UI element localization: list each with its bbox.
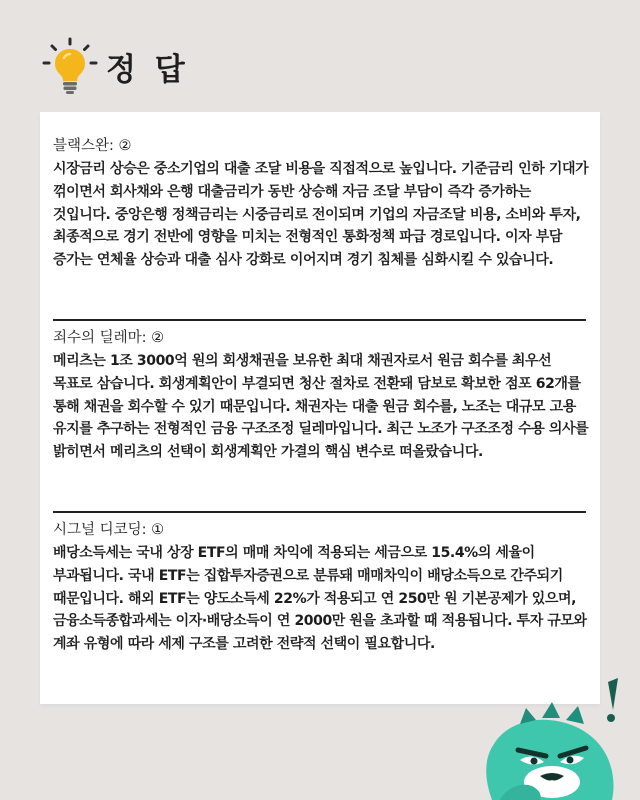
answer-section-signal-decoding (53, 520, 589, 656)
answer-section-black-swan (53, 136, 589, 272)
section-heading: 죄수의 딜레마: ② (53, 330, 165, 346)
section-body: 메리츠는 1조 3000억 원의 회생채권을 보유한 최대 채권자로서 원금 회수를 최우선 목표로 삼습니다. 회생계획안이 부결되면 청산 절차로 전환돼 담보로 확보한 점포 62개를 통해 채권을 회수할 수 있기 때문입니다. 채권자는 대출 원금 회수를, 노조는 대규모 고용 유지를 추구하는 전형적인 금융 구조조정 딜레마입니다. 최근 노조가 구조조정 수용 의사를 밝히면서 메리츠의 선택이 회생계획안 가결의 핵심 변수로 떠올랐습니다. (53, 353, 589, 461)
section-divider (53, 319, 586, 321)
lightbulb-icon (40, 36, 100, 96)
page-title: 정 답 (106, 51, 189, 88)
section-body: 시장금리 상승은 중소기업의 대출 조달 비용을 직접적으로 높입니다. 기준금리 인하 기대가 꺾이면서 회사채와 은행 대출금리가 동반 상승해 자금 조달 부담이 즉각 증가하는 것입니다. 중앙은행 정책금리는 시중금리로 전이되며 기업의 자금조달 비용, 소비와 투자, 최종적으로 경기 전반에 영향을 미치는 전형적인 통화정책 파급 경로입니다. 이자 부담 증가는 연체율 상승과 대출 심사 강화로 이어지며 경기 침체를 심화시킬 수 있습니다. (53, 161, 589, 269)
answer-card (40, 112, 600, 704)
section-heading: 블랙스완: ② (53, 138, 132, 154)
section-body: 배당소득세는 국내 상장 ETF의 매매 차익에 적용되는 세금으로 15.4%의 세율이 부과됩니다. 국내 ETF는 집합투자증권으로 분류돼 매매차익이 배당소득으로 간주되기 때문입니다. 해외 ETF는 양도소득세 22%가 적용되고 연 250만 원 기본공제가 있으며, 금융소득종합과세는 이자·배당소득이 연 2000만 원을 초과할 때 적용됩니다. 투자 규모와 계좌 유형에 따라 세제 구조를 고려한 전략적 선택이 필요합니다. (53, 545, 587, 653)
dinosaur-mascot-icon (470, 650, 640, 800)
answer-section-prisoners-dilemma (53, 328, 589, 464)
section-divider (53, 511, 586, 513)
page-header (40, 36, 189, 96)
section-heading: 시그널 디코딩: ① (53, 522, 165, 538)
